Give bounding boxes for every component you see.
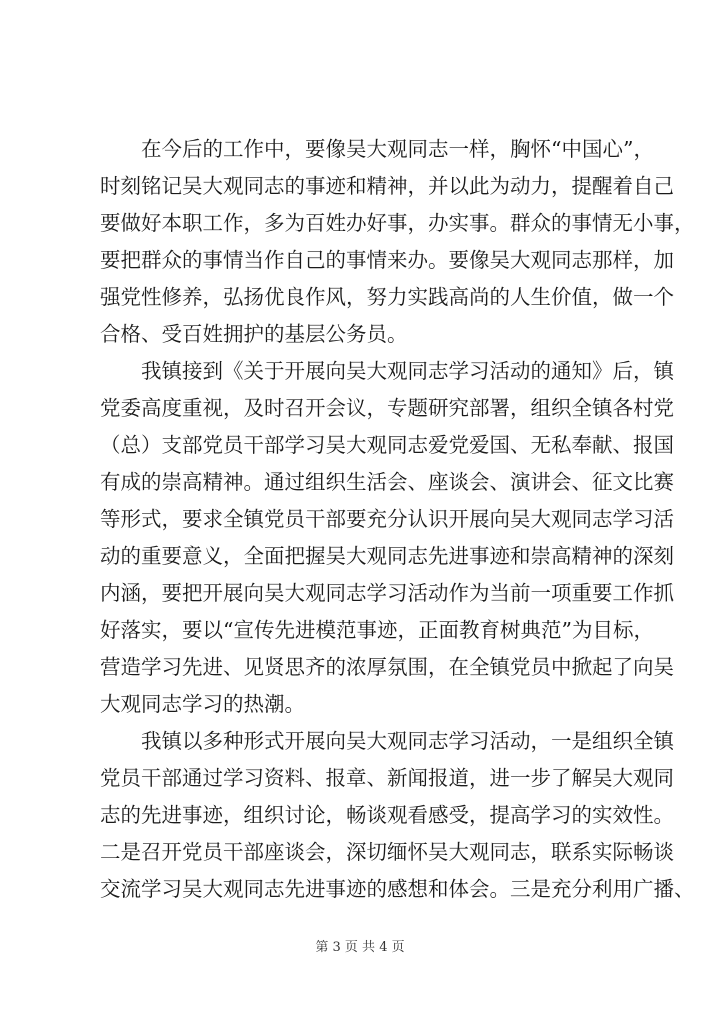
paragraph-3-line-2: 党员干部通过学习资料、报章、新闻报道，进一步了解吴大观同 [100,766,674,790]
paragraph-2-line-10: 大观同志学习的热潮。 [100,692,305,716]
paragraph-1-line-5: 强党性修养，弘扬优良作风，努力实践高尚的人生价值，做一个 [100,285,674,309]
paragraph-1-line-6: 合格、受百姓拥护的基层公务员。 [100,322,408,346]
paragraph-2-line-4: 有成的崇高精神。通过组织生活会、座谈会、演讲会、征文比赛 [100,470,674,494]
paragraph-2-line-2: 党委高度重视，及时召开会议，专题研究部署，组织全镇各村党 [100,396,674,420]
page-number-footer: 第 3 页 共 4 页 [315,940,405,955]
paragraph-3-line-3: 志的先进事迹，组织讨论，畅谈观看感受，提高学习的实效性。 [100,803,674,827]
paragraph-1-line-4: 要把群众的事情当作自己的事情来办。要像吴大观同志那样，加 [100,248,674,272]
paragraph-3-line-1: 我镇以多种形式开展向吴大观同志学习活动，一是组织全镇 [141,729,674,753]
paragraph-3-line-4: 二是召开党员干部座谈会，深切缅怀吴大观同志，联系实际畅谈 [100,840,674,864]
paragraph-2-line-3: （总）支部党员干部学习吴大观同志爱党爱国、无私奉献、报国 [100,433,674,457]
paragraph-2-line-1: 我镇接到《关于开展向吴大观同志学习活动的通知》后，镇 [141,359,674,383]
paragraph-2-line-5: 等形式，要求全镇党员干部要充分认识开展向吴大观同志学习活 [100,507,674,531]
paragraph-3-line-5: 交流学习吴大观同志先进事迹的感想和体会。三是充分利用广播、 [100,877,695,901]
paragraph-1-line-3: 要做好本职工作，多为百姓办好事，办实事。群众的事情无小事， [100,211,695,235]
paragraph-1-line-2: 时刻铭记吴大观同志的事迹和精神，并以此为动力，提醒着自己 [100,174,674,198]
paragraph-2-line-7: 内涵，要把开展向吴大观同志学习活动作为当前一项重要工作抓 [100,581,674,605]
paragraph-2-line-9: 营造学习先进、见贤思齐的浓厚氛围，在全镇党员中掀起了向吴 [100,655,674,679]
paragraph-2-line-8: 好落实，要以“宣传先进模范事迹，正面教育树典范”为目标， [100,618,654,642]
paragraph-2-line-6: 动的重要意义，全面把握吴大观同志先进事迹和崇高精神的深刻 [100,544,674,568]
paragraph-1-line-1: 在今后的工作中，要像吴大观同志一样，胸怀“中国心”， [141,137,654,161]
